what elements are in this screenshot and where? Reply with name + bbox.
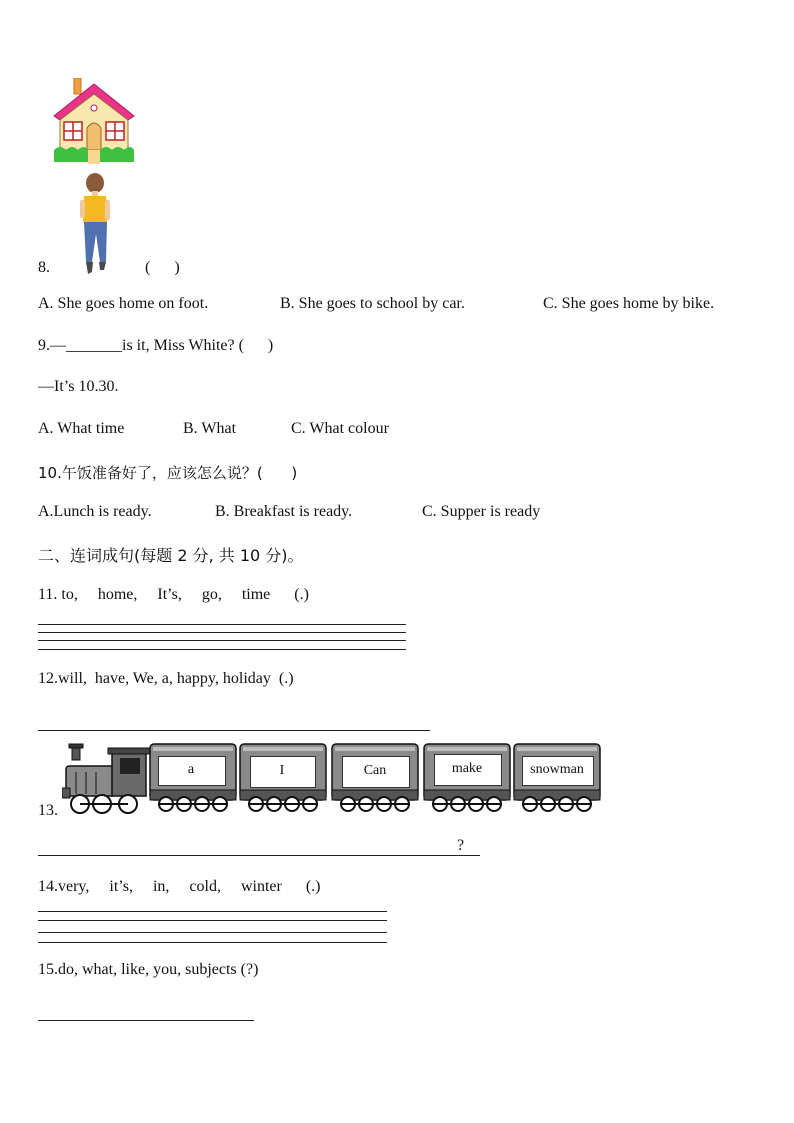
q14-prompt: 14.very, it’s, in, cold, winter (.) xyxy=(38,878,321,895)
q8-number: 8. xyxy=(38,259,50,276)
q13-number: 13. xyxy=(38,802,58,819)
q9-question: 9.—_______is it, Miss White? ( ) xyxy=(38,337,274,354)
q11-writing-line xyxy=(38,649,406,650)
q9-option-a: A. What time xyxy=(38,420,125,437)
q15-prompt: 15.do, what, like, you, subjects (?) xyxy=(38,961,259,978)
train-car-word: a xyxy=(187,762,195,777)
q8-option-b: B. She goes to school by car. xyxy=(280,295,465,312)
q9-option-c: C. What colour xyxy=(291,420,389,437)
girl-walking-illustration xyxy=(76,172,114,276)
q10-option-a: A.Lunch is ready. xyxy=(38,503,152,520)
q12-prompt: 12.will, have, We, a, happy, holiday (.) xyxy=(38,670,294,687)
q10-option-c: C. Supper is ready xyxy=(422,503,541,520)
q10-option-b: B. Breakfast is ready. xyxy=(215,503,353,520)
q15-answer-line xyxy=(38,1020,254,1021)
train-car-word: make xyxy=(451,761,483,776)
q11-writing-line xyxy=(38,632,406,633)
q14-writing-line xyxy=(38,920,387,921)
q11-writing-line xyxy=(38,624,406,625)
train-car-word: snowman xyxy=(530,762,584,777)
q10-question: 10.午饭准备好了，应该怎么说？( ) xyxy=(38,464,298,482)
train-car-word: I xyxy=(279,763,285,778)
q13-answer-line xyxy=(38,855,480,856)
house-illustration xyxy=(50,78,138,166)
q8-option-a: A. She goes home on foot. xyxy=(38,295,209,312)
section-2-title: 二、连词成句(每题 2 分, 共 10 分)。 xyxy=(38,546,304,565)
q13-end-mark: ? xyxy=(457,837,465,854)
train-locomotive-icon xyxy=(62,742,152,816)
q9-option-b: B. What xyxy=(183,420,237,437)
q8-answer-paren: ( ) xyxy=(145,259,180,276)
q11-prompt: 11. to, home, It’s, go, time (.) xyxy=(38,586,309,603)
q14-writing-line xyxy=(38,911,387,912)
q9-answer: —It’s 10.30. xyxy=(38,378,119,395)
q12-answer-line xyxy=(38,730,430,731)
q8-option-c: C. She goes home by bike. xyxy=(543,295,715,312)
q11-writing-line xyxy=(38,640,406,641)
q14-writing-line xyxy=(38,932,387,933)
train-car-word: Can xyxy=(363,763,387,778)
q14-writing-line xyxy=(38,942,387,943)
